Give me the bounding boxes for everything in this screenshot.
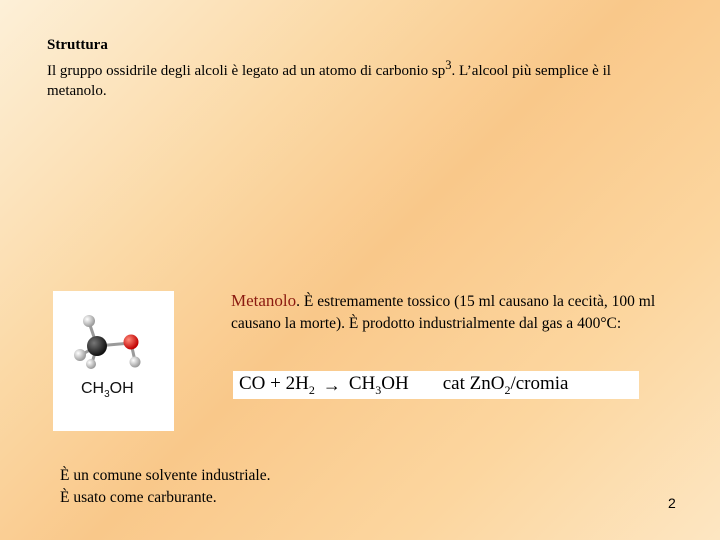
hybridization-superscript: 3 — [445, 58, 452, 72]
product-text: CH — [348, 372, 376, 394]
slide-heading — [47, 35, 667, 101]
product — [349, 373, 409, 398]
formula-subscript: 3 — [104, 389, 110, 401]
oxygen-atom — [124, 335, 139, 350]
note-line: È usato come carburante. — [60, 489, 217, 506]
molecule-model — [53, 291, 174, 431]
product-text: OH — [381, 372, 409, 394]
methanol-name: Metanolo — [231, 291, 297, 310]
hydrogen-atom — [130, 357, 141, 368]
description-text: . È estremamente tossico (15 ml causano la cecità, 100 ml causano la morte). È prodotto industrialmente dal gas a 400°C: — [231, 293, 656, 332]
usage-notes — [60, 465, 271, 509]
note-line: È un comune solvente industriale. — [60, 467, 271, 484]
methanol-model-image — [53, 291, 174, 431]
hydrogen-atom — [74, 349, 86, 361]
intro-text — [47, 55, 667, 101]
hydrogen-atom — [83, 315, 95, 327]
synthesis-equation — [233, 371, 639, 399]
methanol-description — [231, 290, 701, 334]
formula-part: OH — [109, 380, 134, 397]
formula-part: CH — [81, 380, 105, 397]
reactant-text: CO + 2H — [239, 372, 309, 394]
carbon-atom — [87, 336, 107, 356]
reaction-arrow: → — [322, 374, 341, 395]
reactant-subscript: 2 — [308, 382, 315, 397]
intro-text-end: . L’alcool più semplice è il metanolo. — [47, 63, 611, 99]
catalyst-text: /cromia — [510, 372, 569, 394]
catalyst-text: cat ZnO — [442, 372, 505, 394]
page-number: 2 — [668, 495, 676, 511]
hydrogen-atom — [86, 359, 96, 369]
product-subscript: 3 — [375, 382, 382, 397]
reactants — [239, 373, 315, 398]
section-title: Struttura — [47, 37, 108, 53]
catalyst-subscript: 2 — [504, 382, 511, 397]
catalyst — [443, 373, 569, 398]
intro-text-start: Il gruppo ossidrile degli alcoli è legato ad un atomo di carbonio sp — [47, 63, 446, 79]
methanol-formula — [81, 380, 134, 400]
